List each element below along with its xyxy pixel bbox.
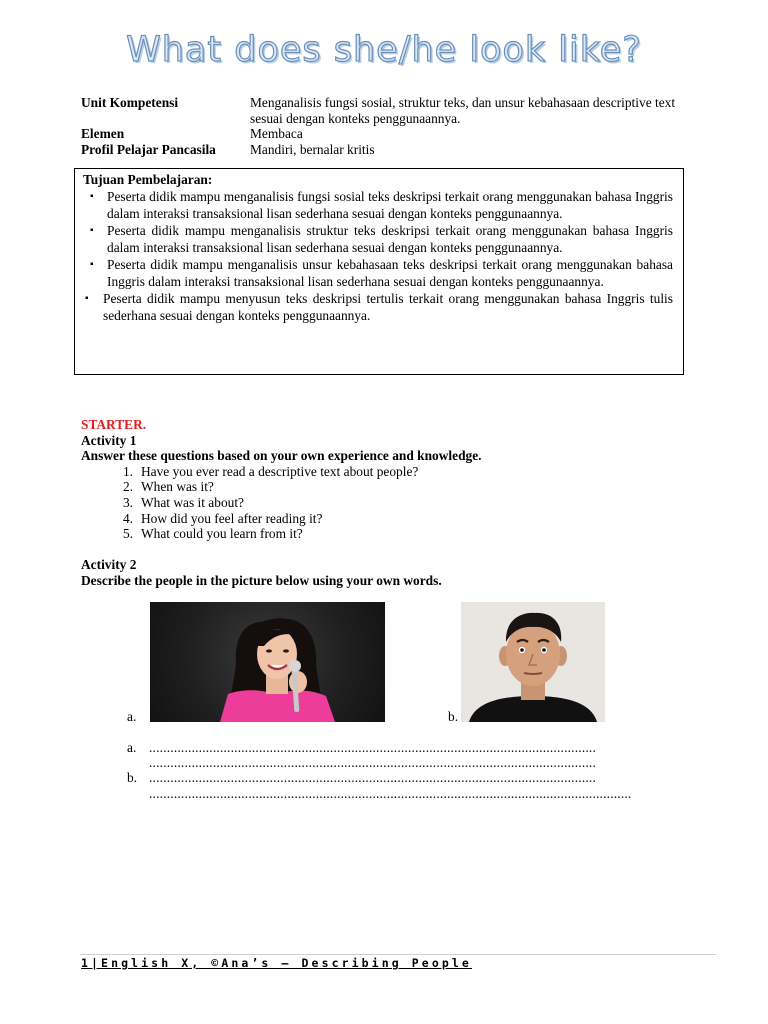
meta-value: Menganalisis fungsi sosial, struktur teks, dan unsur kebahasaan descriptive text sesuai dengan konteks penggunaannya. — [250, 95, 676, 126]
question-item: 1. Have you ever read a descriptive text about people? — [122, 463, 419, 479]
activity-1-title: Activity 1 — [81, 432, 137, 448]
meta-row-element — [81, 126, 690, 142]
learning-objectives-box — [74, 168, 684, 375]
square-bullet-icon: ▪ — [90, 259, 94, 270]
activity-1-instruction: Answer these questions based on your own experience and knowledge. — [81, 448, 482, 464]
competency-info — [81, 95, 690, 157]
picture-label-b: b. — [448, 709, 459, 724]
picture-label-a: a. — [127, 709, 137, 724]
man-illustration — [461, 602, 605, 722]
meta-label: Unit Kompetensi — [81, 95, 179, 110]
worksheet-title: What does she/he look like? — [126, 30, 642, 70]
footer-divider — [80, 954, 716, 955]
answer-line-b2[interactable]: ........................................................................................................................................ — [149, 786, 632, 801]
activity-2-title: Activity 2 — [81, 557, 137, 572]
answer-line-a2[interactable]: .............................................................................................................................. — [149, 755, 597, 770]
activity-2-instruction: Describe the people in the picture below using your own words. — [81, 572, 442, 588]
answer-label-a: a. — [127, 740, 137, 755]
question-item: 5. What could you learn from it? — [122, 526, 303, 542]
square-bullet-icon: ▪ — [90, 191, 94, 202]
photo-man — [461, 602, 605, 722]
meta-value: Mandiri, bernalar kritis — [250, 141, 375, 157]
page-footer: 1|English X, ©Ana’s – Describing People — [81, 956, 472, 970]
square-bullet-icon: ▪ — [90, 225, 94, 236]
objective-item: ▪ Peserta didik mampu menyusun teks deskripsi tertulis terkait orang menggunakan bahasa Inggris tulis sederhana sesuai dengan konteks penggunaannya. — [85, 291, 673, 323]
objective-item: ▪ Peserta didik mampu menganalisis unsur kebahasaan teks deskripsi terkait orang menggunakan bahasa Inggris dalam interaksi transaksional lisan sederhana sesuai dengan konteks penggunaannya. — [90, 257, 673, 289]
answer-label-b: b. — [127, 770, 138, 785]
objectives-title: Tujuan Pembelajaran: — [83, 172, 213, 187]
answer-line-a1[interactable]: .............................................................................................................................. — [149, 740, 597, 755]
question-item: 2. When was it? — [122, 479, 214, 495]
question-item: 4. How did you feel after reading it? — [122, 510, 323, 526]
meta-row-unit — [81, 95, 690, 126]
meta-row-profile — [81, 142, 690, 158]
woman-illustration — [150, 602, 385, 722]
meta-label: Elemen — [81, 126, 125, 141]
starter-heading: STARTER. — [81, 417, 147, 432]
objective-item: ▪ Peserta didik mampu menganalisis fungsi sosial teks deskripsi terkait orang menggunakan bahasa Inggris dalam interaksi transaksional lisan sederhana sesuai dengan konteks penggunaannya. — [90, 189, 673, 221]
photo-woman-with-microphone — [150, 602, 385, 722]
activity-2-section — [81, 557, 442, 588]
objective-item: ▪ Peserta didik mampu menganalisis struktur teks deskripsi terkait orang menggunakan bahasa Inggris dalam interaksi transaksional lisan sederhana sesuai dengan konteks penggunaannya. — [90, 223, 673, 255]
square-bullet-icon: ▪ — [85, 293, 89, 304]
objectives-list — [83, 188, 673, 324]
answer-line-b1[interactable]: .............................................................................................................................. — [149, 770, 597, 785]
meta-label: Profil Pelajar Pancasila — [81, 141, 216, 157]
activity-1-section — [81, 417, 482, 542]
question-item: 3. What was it about? — [122, 494, 244, 510]
question-list — [81, 464, 482, 542]
meta-value: Membaca — [250, 126, 303, 141]
